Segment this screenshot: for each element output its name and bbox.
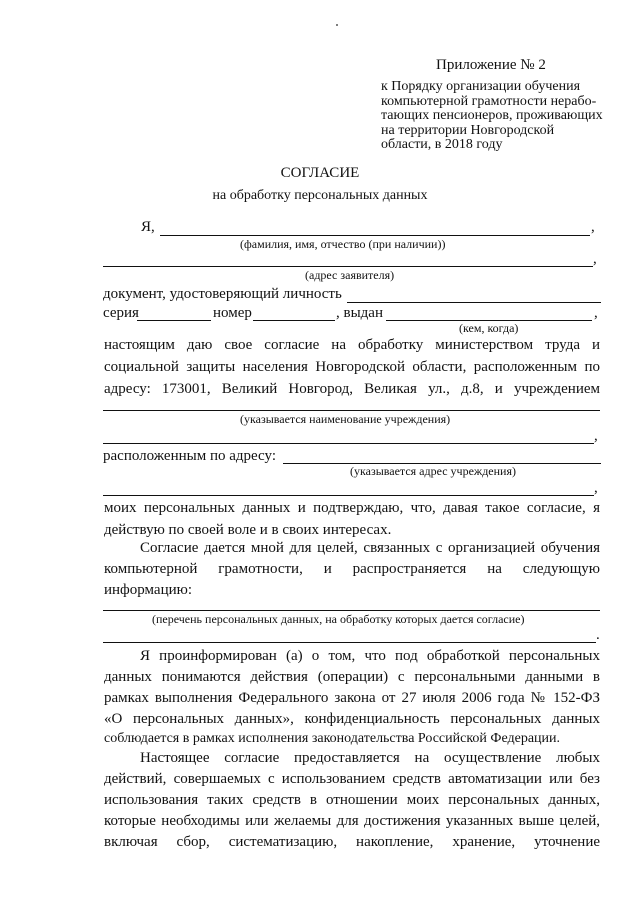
document-title: СОГЛАСИЕ: [280, 165, 360, 181]
appendix-line: к Порядку организации обучения: [381, 79, 581, 94]
document-subtitle: на обработку персональных данных: [212, 188, 428, 203]
data-list-caption: (перечень персональных данных, на обработку которых дается согласие): [152, 612, 525, 626]
informed-line: рамках выполнения Федерального закона от 27 июля 2006 года № 152-ФЗ: [104, 690, 600, 706]
number-label: номер: [213, 305, 252, 321]
consent-line: настоящим даю свое согласие на обработку министерством труда и: [104, 337, 600, 353]
issued-label: , выдан: [336, 305, 383, 321]
informed-line: Я проинформирован (а) о том, что под обработкой персональных: [140, 648, 600, 664]
address-caption: (адрес заявителя): [305, 268, 395, 282]
provided-line: которые необходимы или желаемы для достижения указанных выше целей,: [104, 813, 600, 829]
comma: ,: [594, 480, 598, 496]
purpose-line: компьютерной грамотности, и распространяется на следующую: [104, 561, 600, 577]
provided-line: включая сбор, систематизацию, накопление, хранение, уточнение: [104, 834, 600, 850]
comma: ,: [594, 305, 598, 321]
comma: ,: [594, 428, 598, 444]
consent-line: адресу: 173001, Великий Новгород, Великая ул., д.8, и учреждением: [104, 381, 600, 397]
informed-line: данных понимаются действия (операции) с персональными данными в: [104, 669, 600, 685]
appendix-title: Приложение № 2: [436, 57, 546, 73]
i-label: Я,: [141, 219, 155, 235]
data-list-line: [103, 610, 600, 611]
appendix-line: на территории Новгородской: [381, 122, 555, 138]
provided-line: Настоящее согласие предоставляется на осуществление любых: [140, 750, 600, 766]
appendix-line: области, в 2018 году: [381, 137, 503, 152]
address-field-line: [103, 266, 593, 267]
appendix-line: тающих пенсионеров, проживающих: [381, 108, 603, 123]
institution-field-line: [103, 410, 600, 411]
scan-speck: [336, 24, 338, 26]
document-label: документ, удостоверяющий личность: [103, 286, 342, 302]
fio-field-line: [160, 235, 590, 236]
comma: ,: [591, 219, 595, 235]
provided-line: действий, совершаемых с использованием средств автоматизации или без: [104, 771, 600, 787]
number-field-line: [253, 320, 335, 321]
purpose-line: Согласие дается мной для целей, связанных с организацией обучения: [140, 540, 600, 556]
purpose-line: информацию:: [104, 582, 193, 598]
issued-caption: (кем, когда): [459, 321, 519, 335]
informed-line: соблюдается в рамках исполнения законодательства Российской Федерации.: [104, 731, 561, 746]
comma: ,: [593, 251, 597, 267]
data-list-line-2: [103, 642, 596, 643]
fio-caption: (фамилия, имя, отчество (при наличии)): [240, 237, 446, 251]
informed-line: «О персональных данных», конфиденциальность персональных данных: [104, 711, 600, 727]
institution-caption: (указывается наименование учреждения): [240, 412, 451, 426]
appendix-line: компьютерной грамотности нерабо-: [381, 93, 597, 109]
provided-line: использования таких средств в отношении моих персональных данных,: [104, 792, 600, 808]
located-label: расположенным по адресу:: [103, 448, 276, 464]
institution-field-line-2: [103, 443, 594, 444]
period: .: [596, 627, 600, 643]
series-label: серия: [103, 305, 139, 321]
institution-address-caption: (указывается адрес учреждения): [350, 464, 516, 478]
institution-address-line-2: [103, 495, 594, 496]
confirm-line: моих персональных данных и подтверждаю, что, давая такое согласие, я: [104, 500, 600, 516]
document-field-line: [347, 302, 601, 303]
consent-line: социальной защиты населения Новгородской области, расположенным по: [104, 359, 600, 375]
confirm-line: действую по своей воле и в своих интересах.: [104, 522, 392, 538]
series-field-line: [137, 320, 211, 321]
